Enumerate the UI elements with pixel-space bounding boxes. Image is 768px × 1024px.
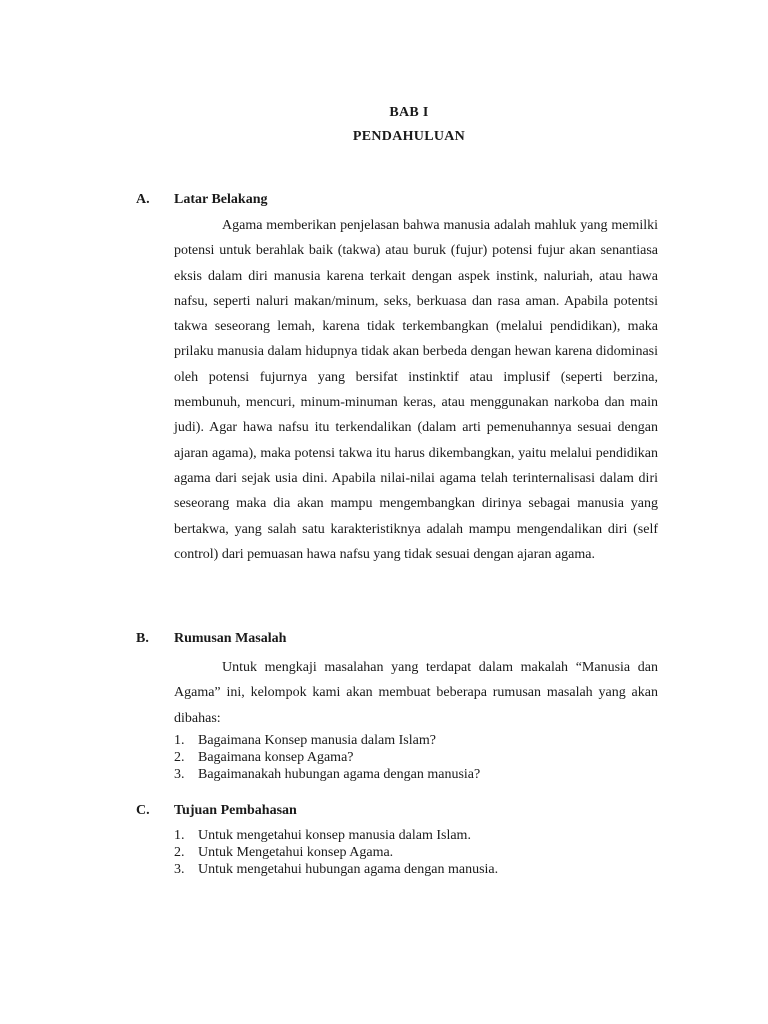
list-item — [174, 766, 658, 783]
section-letter: A. — [136, 192, 150, 207]
chapter-number: BAB I — [389, 105, 429, 120]
list-number: 2. — [174, 750, 185, 765]
list-number: 2. — [174, 845, 185, 860]
list-text: Untuk Mengetahui konsep Agama. — [198, 845, 394, 860]
section-heading-tujuan-pembahasan — [136, 803, 297, 819]
paragraph-latar-belakang: Agama memberikan penjelasan bahwa manusia adalah mahluk yang memilki potensi untuk berahlak baik (takwa) atau buruk (fujur) potensi fujur akan senantiasa eksis dalam diri manusia karena terkait dengan aspek instink, naluriah, atau hawa nafsu, seperti naluri makan/minum, seks, berkuasa dan rasa aman. Apabila potentsi takwa seseorang lemah, karena tidak terkembangkan (melalui pendidikan), maka prilaku manusia dalam hidupnya tidak akan berbeda dengan hewan karena didominasi oleh potensi fujurnya yang bersifat instinktif atau implusif (seperti berzina, membunuh, mencuri, minum-minuman keras, atau menggunakan narkoba dan main judi). Agar hawa nafsu itu terkendalikan (dalam arti pemenuhannya sesuai dengan ajaran agama), maka potensi takwa itu harus dikembangkan, yaitu melalui pendidikan agama dari sejak usia dini. Apabila nilai-nilai agama telah terinternalisasi dalam diri seseorang maka dia akan mampu mengembangkan dirinya sebagai manusia yang bertakwa, yang salah satu karakteristiknya adalah mampu mengendalikan diri (self control) dari pemuasan hawa nafsu yang tidak sesuai dengan ajaran agama. — [174, 218, 658, 562]
list-item — [174, 749, 658, 766]
section-heading-rumusan-masalah — [136, 631, 286, 647]
paragraph-rumusan-masalah: Untuk mengkaji masalahan yang terdapat dalam makalah “Manusia dan Agama” ini, kelompok kami akan membuat beberapa rumusan masalah yang akan dibahas: — [174, 660, 658, 726]
tujuan-pembahasan-list — [174, 827, 658, 878]
section-title: Tujuan Pembahasan — [174, 803, 297, 818]
list-item — [174, 861, 658, 878]
list-number: 3. — [174, 767, 185, 782]
list-text: Bagaimana Konsep manusia dalam Islam? — [198, 733, 436, 748]
section-title: Rumusan Masalah — [174, 631, 287, 646]
section-letter: B. — [136, 631, 149, 646]
list-item — [174, 844, 658, 861]
list-item — [174, 827, 658, 844]
chapter-title: PENDAHULUAN — [352, 129, 466, 144]
list-number: 1. — [174, 828, 185, 843]
list-text: Bagaimanakah hubungan agama dengan manusia? — [198, 767, 481, 782]
list-number: 1. — [174, 733, 185, 748]
list-text: Untuk mengetahui konsep manusia dalam Islam. — [198, 828, 471, 843]
section-letter: C. — [136, 803, 150, 818]
list-text: Untuk mengetahui hubungan agama dengan manusia. — [198, 862, 499, 877]
section-heading-latar-belakang — [136, 192, 267, 208]
list-item — [174, 732, 658, 749]
section-title: Latar Belakang — [174, 192, 268, 207]
rumusan-masalah-list — [174, 732, 658, 783]
list-text: Bagaimana konsep Agama? — [198, 750, 354, 765]
list-number: 3. — [174, 862, 185, 877]
